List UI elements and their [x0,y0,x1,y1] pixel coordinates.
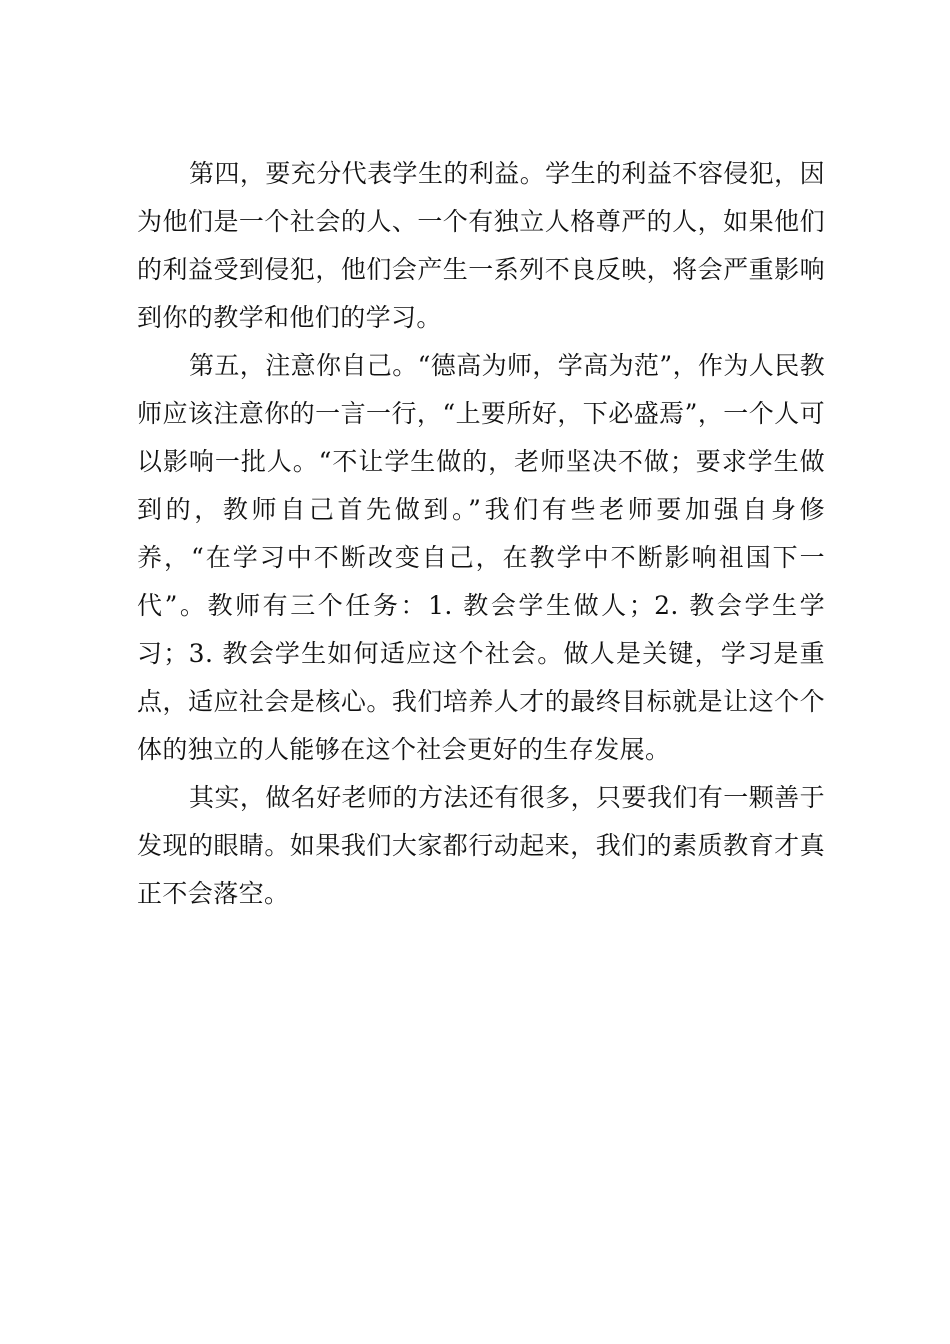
paragraph-4-student-interests: 第四，要充分代表学生的利益。学生的利益不容侵犯，因为他们是一个社会的人、一个有独立人格尊严的人，如果他们的利益受到侵犯，他们会产生一系列不良反映，将会严重影响到你的教学和他们的学习。 [137,159,825,332]
body-text [137,150,825,918]
paragraph-5-self-conduct: 第五，注意你自己。“德高为师，学高为范”，作为人民教师应该注意你的一言一行，“上要所好，下必盛焉”，一个人可以影响一批人。“不让学生做的，老师坚决不做；要求学生做到的，教师自己首先做到。”我们有些老师要加强自身修养，“在学习中不断改变自己，在教学中不断影响祖国下一代”。教师有三个任务：1. 教会学生做人；2. 教会学生学习；3. 教会学生如何适应这个社会。做人是关键，学习是重点，适应社会是核心。我们培养人才的最终目标就是让这个个体的独立的人能够在这个社会更好的生存发展。 [137,351,825,764]
paragraph-conclusion: 其实，做名好老师的方法还有很多，只要我们有一颗善于发现的眼睛。如果我们大家都行动起来，我们的素质教育才真正不会落空。 [137,783,825,908]
